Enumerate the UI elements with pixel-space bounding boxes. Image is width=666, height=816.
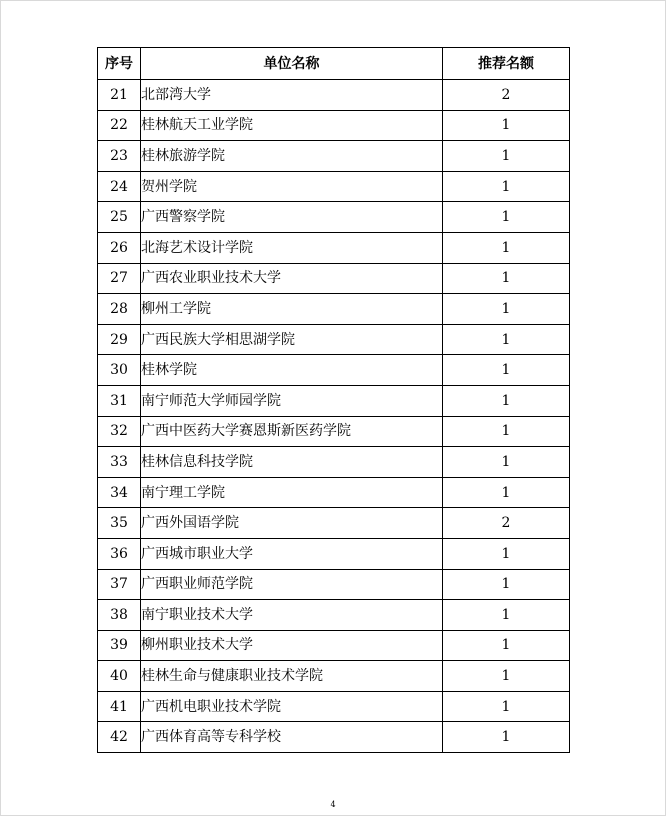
cell-unit-name: 北海艺术设计学院 [141, 232, 443, 263]
cell-serial-number: 41 [98, 691, 141, 722]
cell-serial-number: 29 [98, 324, 141, 355]
table-row [98, 600, 570, 631]
cell-quota: 1 [443, 324, 570, 355]
table-row [98, 263, 570, 294]
table-row [98, 691, 570, 722]
cell-serial-number: 30 [98, 355, 141, 386]
table-row [98, 171, 570, 202]
cell-unit-name: 北部湾大学 [141, 80, 443, 111]
cell-unit-name: 贺州学院 [141, 171, 443, 202]
table-row [98, 355, 570, 386]
cell-unit-name: 广西城市职业大学 [141, 538, 443, 569]
cell-quota: 1 [443, 600, 570, 631]
cell-unit-name: 广西外国语学院 [141, 508, 443, 539]
table-row [98, 416, 570, 447]
header-serial-number: 序号 [98, 48, 141, 80]
cell-unit-name: 广西农业职业技术大学 [141, 263, 443, 294]
table-row [98, 385, 570, 416]
cell-quota: 1 [443, 141, 570, 172]
cell-serial-number: 39 [98, 630, 141, 661]
table-row [98, 447, 570, 478]
cell-quota: 1 [443, 447, 570, 478]
cell-unit-name: 广西职业师范学院 [141, 569, 443, 600]
cell-quota: 1 [443, 263, 570, 294]
cell-serial-number: 37 [98, 569, 141, 600]
cell-quota: 2 [443, 508, 570, 539]
cell-quota: 1 [443, 538, 570, 569]
cell-quota: 2 [443, 80, 570, 111]
table-row [98, 232, 570, 263]
cell-unit-name: 广西机电职业技术学院 [141, 691, 443, 722]
table-row [98, 80, 570, 111]
cell-quota: 1 [443, 661, 570, 692]
cell-unit-name: 广西民族大学相思湖学院 [141, 324, 443, 355]
cell-serial-number: 31 [98, 385, 141, 416]
cell-serial-number: 26 [98, 232, 141, 263]
cell-quota: 1 [443, 691, 570, 722]
cell-serial-number: 40 [98, 661, 141, 692]
cell-quota: 1 [443, 355, 570, 386]
cell-serial-number: 32 [98, 416, 141, 447]
table-row [98, 141, 570, 172]
cell-serial-number: 38 [98, 600, 141, 631]
cell-serial-number: 42 [98, 722, 141, 753]
cell-serial-number: 36 [98, 538, 141, 569]
cell-quota: 1 [443, 416, 570, 447]
cell-quota: 1 [443, 477, 570, 508]
table-row [98, 538, 570, 569]
cell-quota: 1 [443, 630, 570, 661]
cell-unit-name: 南宁师范大学师园学院 [141, 385, 443, 416]
cell-unit-name: 桂林信息科技学院 [141, 447, 443, 478]
table-row [98, 202, 570, 233]
cell-quota: 1 [443, 202, 570, 233]
table-row [98, 294, 570, 325]
cell-unit-name: 柳州工学院 [141, 294, 443, 325]
cell-unit-name: 广西体育高等专科学校 [141, 722, 443, 753]
recommendation-table [97, 47, 570, 753]
cell-serial-number: 24 [98, 171, 141, 202]
table-header-row [98, 48, 570, 80]
table-row [98, 477, 570, 508]
cell-quota: 1 [443, 171, 570, 202]
cell-unit-name: 南宁职业技术大学 [141, 600, 443, 631]
table-row [98, 630, 570, 661]
cell-serial-number: 28 [98, 294, 141, 325]
header-unit-name: 单位名称 [141, 48, 443, 80]
table-body [98, 80, 570, 753]
cell-quota: 1 [443, 232, 570, 263]
cell-unit-name: 柳州职业技术大学 [141, 630, 443, 661]
cell-quota: 1 [443, 110, 570, 141]
cell-quota: 1 [443, 569, 570, 600]
cell-serial-number: 35 [98, 508, 141, 539]
table-row [98, 661, 570, 692]
cell-quota: 1 [443, 385, 570, 416]
cell-serial-number: 27 [98, 263, 141, 294]
cell-serial-number: 21 [98, 80, 141, 111]
table-row [98, 508, 570, 539]
page-number: 4 [330, 800, 336, 809]
cell-unit-name: 桂林航天工业学院 [141, 110, 443, 141]
cell-serial-number: 22 [98, 110, 141, 141]
cell-unit-name: 桂林生命与健康职业技术学院 [141, 661, 443, 692]
cell-serial-number: 23 [98, 141, 141, 172]
cell-unit-name: 南宁理工学院 [141, 477, 443, 508]
cell-quota: 1 [443, 722, 570, 753]
table-row [98, 324, 570, 355]
cell-unit-name: 广西警察学院 [141, 202, 443, 233]
cell-unit-name: 广西中医药大学赛恩斯新医药学院 [141, 416, 443, 447]
table-row [98, 110, 570, 141]
cell-serial-number: 25 [98, 202, 141, 233]
cell-serial-number: 33 [98, 447, 141, 478]
table-row [98, 722, 570, 753]
cell-unit-name: 桂林学院 [141, 355, 443, 386]
table-row [98, 569, 570, 600]
cell-quota: 1 [443, 294, 570, 325]
cell-unit-name: 桂林旅游学院 [141, 141, 443, 172]
header-quota: 推荐名额 [443, 48, 570, 80]
cell-serial-number: 34 [98, 477, 141, 508]
